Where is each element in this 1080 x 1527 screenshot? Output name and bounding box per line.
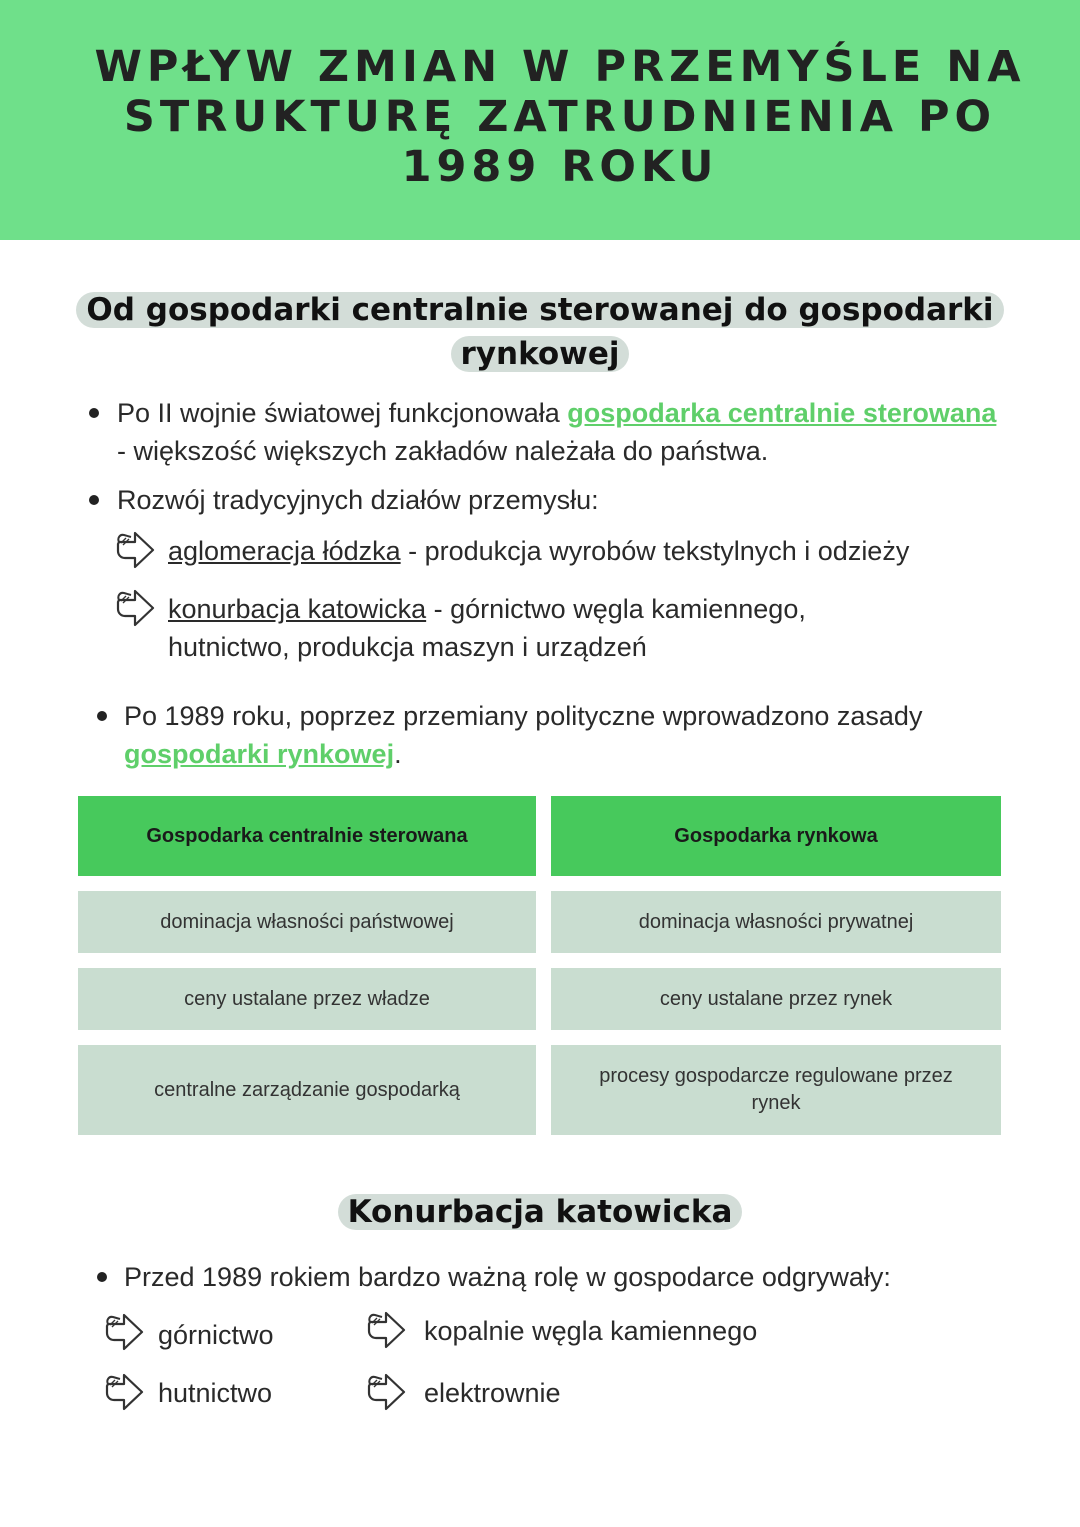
bullet-central-economy xyxy=(117,394,997,470)
list-item-metallurgy: hutnictwo xyxy=(158,1378,273,1408)
link-market-economy[interactable]: gospodarki rynkowej xyxy=(124,739,395,769)
table-cell: ceny ustalane przez rynek xyxy=(551,968,1001,1030)
arrow-bullet-icon xyxy=(102,1310,148,1356)
desc-katowice: - górnictwo węgla kamiennego, hutnictwo, produkcja maszyn i urządzeń xyxy=(168,594,806,662)
table-header-market: Gospodarka rynkowa xyxy=(551,796,1001,876)
bullet-central-economy-before: Po II wojnie światowej funkcjonowała xyxy=(117,398,568,428)
bullet-dot xyxy=(89,408,99,418)
section-heading-economy xyxy=(60,288,1020,376)
list-item-coal-mines: kopalnie węgla kamiennego xyxy=(424,1316,758,1346)
section-heading-katowice-text: Konurbacja katowicka xyxy=(338,1194,743,1230)
link-central-economy[interactable]: gospodarka centralnie sterowana xyxy=(567,398,997,428)
bullet-market-economy xyxy=(124,697,1004,773)
bullet-before-1989: Przed 1989 rokiem bardzo ważną rolę w gospodarce odgrywały: xyxy=(124,1262,891,1292)
desc-lodz: - produkcja wyrobów tekstylnych i odzieży xyxy=(400,536,910,566)
arrow-bullet-icon xyxy=(113,528,159,574)
bullet-central-economy-after: - większość większych zakładów należała do państwa. xyxy=(117,436,769,466)
table-cell: procesy gospodarcze regulowane przez rynek xyxy=(551,1045,1001,1135)
list-item-power-plants: elektrownie xyxy=(424,1378,561,1408)
section-heading-economy-text: Od gospodarki centralnie sterowanej do gospodarki rynkowej xyxy=(76,292,1003,372)
arrow-bullet-icon xyxy=(364,1370,410,1416)
section-heading-katowice xyxy=(200,1190,880,1234)
bullet-dot xyxy=(97,1272,107,1282)
page-title: WPŁYW ZMIAN W PRZEMYŚLE NA STRUKTURĘ ZATRUDNIENIA PO 1989 ROKU xyxy=(94,42,1026,192)
bullet-dot xyxy=(97,711,107,721)
sub-item-katowice xyxy=(168,590,928,666)
term-lodz: aglomeracja łódzka xyxy=(168,536,401,566)
arrow-bullet-icon xyxy=(364,1308,410,1354)
list-item-mining: górnictwo xyxy=(158,1320,274,1350)
sub-item-lodz xyxy=(168,532,1028,570)
bullet-dot xyxy=(89,495,99,505)
table-cell: centralne zarządzanie gospodarką xyxy=(78,1045,536,1135)
arrow-bullet-icon xyxy=(113,586,159,632)
bullet-market-economy-after: . xyxy=(394,739,402,769)
bullet-traditional-industry: Rozwój tradycyjnych działów przemysłu: xyxy=(117,485,599,515)
bullet-market-economy-before: Po 1989 roku, poprzez przemiany polityczne wprowadzono zasady xyxy=(124,701,923,731)
table-cell: ceny ustalane przez władze xyxy=(78,968,536,1030)
table-cell: dominacja własności prywatnej xyxy=(551,891,1001,953)
arrow-bullet-icon xyxy=(102,1370,148,1416)
table-header-central: Gospodarka centralnie sterowana xyxy=(78,796,536,876)
table-cell: dominacja własności państwowej xyxy=(78,891,536,953)
term-katowice: konurbacja katowicka xyxy=(168,594,427,624)
